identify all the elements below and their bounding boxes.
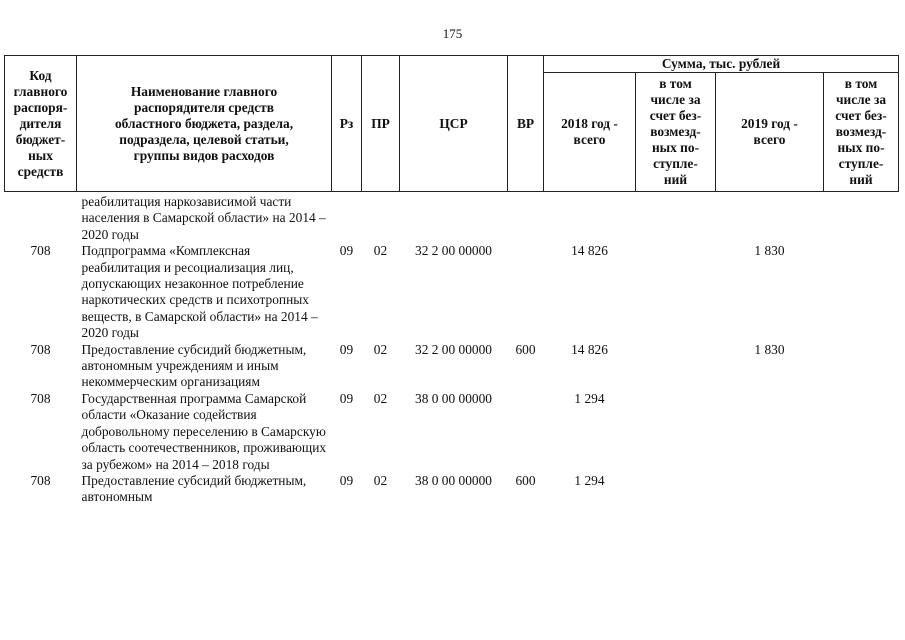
header-2018-grants: в том числе за счет без- возмезд- ных по- ступле- ний (636, 73, 716, 192)
cell-2018-total: 1 294 (574, 472, 605, 488)
header-name: Наименование главного распорядителя средств областного бюджета, раздела, подраздела, целевой статьи, группы видов расходов (77, 56, 332, 192)
header-vr: ВР (508, 56, 544, 192)
header-csr: ЦСР (400, 56, 508, 192)
cell-pr (362, 194, 400, 243)
page-number: 175 (442, 26, 463, 41)
header-row-top (5, 56, 899, 73)
cell-2019-total (716, 194, 824, 243)
header-sum-group: Сумма, тыс. рублей (544, 56, 899, 73)
budget-table (4, 55, 899, 506)
cell-rz: 09 (339, 341, 354, 357)
header-2019-total: 2019 год - всего (716, 73, 824, 192)
cell-csr: 32 2 00 00000 (415, 341, 492, 357)
cell-name: Государственная программа Самарской области «Оказание содействия добровольному переселению в Самарскую область соотечественников, проживающих за рубежом» на 2014 – 2018 годы (81, 390, 327, 472)
cell-2019-grants (824, 194, 899, 243)
cell-pr: 02 (373, 243, 388, 259)
cell-2018-grants (636, 342, 716, 391)
header-2019-grants: в том числе за счет без- возмезд- ных по- ступле- ний (824, 73, 899, 192)
cell-rz: 09 (339, 472, 354, 488)
cell-code (5, 194, 77, 243)
cell-2018-total: 14 826 (571, 243, 608, 259)
cell-vr (508, 194, 544, 243)
cell-vr: 600 (515, 341, 536, 357)
header-code: Код главного распоря- дителя бюджет- ных средств (5, 56, 77, 192)
cell-2019-total: 1 830 (754, 243, 785, 259)
cell-pr: 02 (373, 390, 388, 406)
cell-pr: 02 (373, 341, 388, 357)
cell-pr: 02 (373, 472, 388, 488)
cell-vr (508, 243, 544, 341)
cell-2019-total (716, 473, 824, 506)
cell-2019-grants (824, 391, 899, 473)
cell-csr (400, 194, 508, 243)
table-header (5, 56, 899, 192)
header-2018-total: 2018 год - всего (544, 73, 636, 192)
cell-2019-total (716, 391, 824, 473)
cell-vr: 600 (515, 472, 536, 488)
header-pr: ПР (362, 56, 400, 192)
cell-rz: 09 (339, 390, 354, 406)
table-row (5, 473, 899, 506)
cell-name: реабилитация наркозависимой части населения в Самарской области» на 2014 – 2020 годы (81, 194, 326, 242)
cell-2019-grants (824, 473, 899, 506)
cell-csr: 38 0 00 00000 (415, 472, 492, 488)
cell-rz (332, 194, 362, 243)
cell-2018-grants (636, 243, 716, 341)
table-row (5, 342, 899, 391)
cell-code: 708 (30, 243, 51, 259)
table-row (5, 194, 899, 243)
cell-2018-total: 14 826 (571, 341, 608, 357)
cell-name: Подпрограмма «Комплексная реабилитация и ресоциализация лиц, допускающих незаконное потребление наркотических средств и психотропных веществ, в Самарской области» на 2014 – 2020 годы (81, 243, 318, 341)
cell-code: 708 (30, 472, 51, 488)
cell-name: Предоставление субсидий бюджетным, автономным (81, 472, 307, 505)
table-row (5, 243, 899, 341)
cell-2018-total: 1 294 (574, 390, 605, 406)
cell-code: 708 (30, 341, 51, 357)
cell-vr (508, 391, 544, 473)
table-row (5, 391, 899, 473)
cell-code: 708 (30, 390, 51, 406)
cell-2018-grants (636, 473, 716, 506)
cell-csr: 38 0 00 00000 (415, 390, 492, 406)
cell-csr: 32 2 00 00000 (415, 243, 492, 259)
cell-2018-total (544, 194, 636, 243)
cell-2018-grants (636, 391, 716, 473)
cell-2019-grants (824, 243, 899, 341)
cell-rz: 09 (339, 243, 354, 259)
cell-name: Предоставление субсидий бюджетным, автономным учреждениям и иным некоммерческим организациям (81, 341, 307, 390)
cell-2018-grants (636, 194, 716, 243)
header-rz: Рз (332, 56, 362, 192)
cell-2019-grants (824, 342, 899, 391)
table-body (5, 192, 899, 506)
cell-2019-total: 1 830 (754, 341, 785, 357)
